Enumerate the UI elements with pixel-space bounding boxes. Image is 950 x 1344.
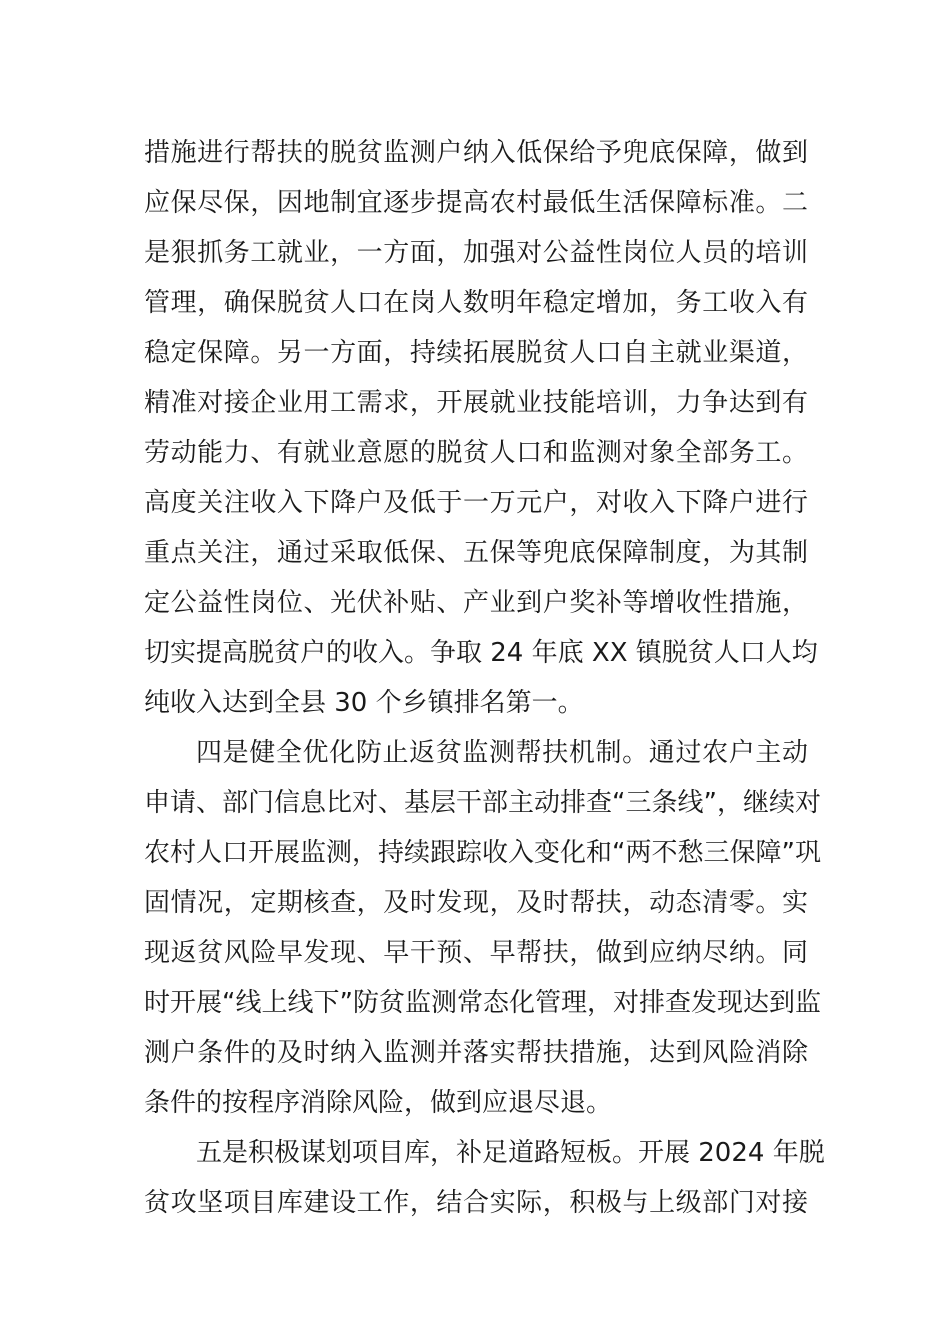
paragraph-2-line-3: 农村人口开展监测，持续跟踪收入变化和“两不愁三保障”巩	[144, 838, 821, 868]
paragraph-2-line-6: 时开展“线上线下”防贫监测常态化管理，对排查发现达到监	[144, 988, 821, 1018]
paragraph-2-line-8: 条件的按程序消除风险，做到应退尽退。	[144, 1088, 613, 1118]
paragraph-1-line-5: 稳定保障。另一方面，持续拓展脱贫人口自主就业渠道，	[144, 338, 808, 368]
paragraph-1-line-7: 劳动能力、有就业意愿的脱贫人口和监测对象全部务工。	[144, 438, 808, 468]
paragraph-1-line-11: 切实提高脱贫户的收入。争取 24 年底 XX 镇脱贫人口人均	[144, 638, 818, 668]
document-body	[144, 128, 825, 1228]
paragraph-1-line-12: 纯收入达到全县 30 个乡镇排名第一。	[144, 688, 584, 718]
paragraph-1-line-6: 精准对接企业用工需求，开展就业技能培训，力争达到有	[144, 388, 808, 418]
paragraph-3-line-2: 贫攻坚项目库建设工作，结合实际，积极与上级部门对接	[144, 1188, 808, 1218]
paragraph-1-line-9: 重点关注，通过采取低保、五保等兜底保障制度，为其制	[144, 538, 808, 568]
paragraph-1-line-10: 定公益性岗位、光伏补贴、产业到户奖补等增收性措施，	[144, 588, 808, 618]
paragraph-2-line-2: 申请、部门信息比对、基层干部主动排查“三条线”，继续对	[144, 788, 821, 818]
paragraph-2-line-1: 四是健全优化防止返贫监测帮扶机制。通过农户主动	[196, 738, 808, 768]
paragraph-1-line-1: 措施进行帮扶的脱贫监测户纳入低保给予兜底保障，做到	[144, 138, 808, 168]
paragraph-1-line-3: 是狠抓务工就业，一方面，加强对公益性岗位人员的培训	[144, 238, 808, 268]
paragraph-2-line-7: 测户条件的及时纳入监测并落实帮扶措施，达到风险消除	[144, 1038, 808, 1068]
paragraph-2-line-5: 现返贫风险早发现、早干预、早帮扶，做到应纳尽纳。同	[144, 938, 808, 968]
paragraph-3-line-1: 五是积极谋划项目库，补足道路短板。开展 2024 年脱	[196, 1138, 825, 1168]
paragraph-2-line-4: 固情况，定期核查，及时发现，及时帮扶，动态清零。实	[144, 888, 808, 918]
paragraph-1-line-2: 应保尽保，因地制宜逐步提高农村最低生活保障标准。二	[144, 188, 808, 218]
paragraph-1-line-4: 管理，确保脱贫人口在岗人数明年稳定增加，务工收入有	[144, 288, 808, 318]
paragraph-1-line-8: 高度关注收入下降户及低于一万元户，对收入下降户进行	[144, 488, 808, 518]
